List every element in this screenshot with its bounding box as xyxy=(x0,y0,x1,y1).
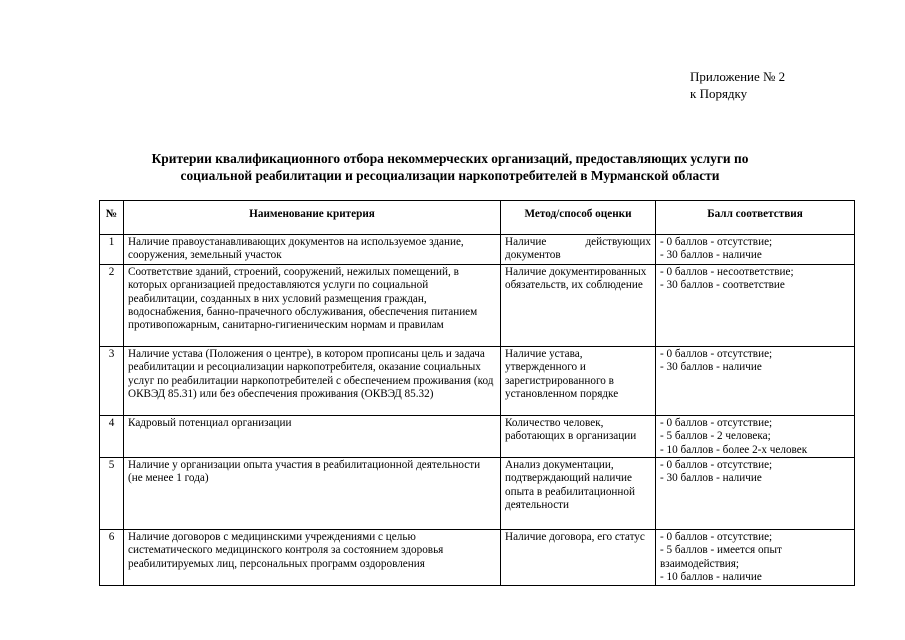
appendix-number: Приложение № 2 xyxy=(690,69,786,84)
score-cell xyxy=(656,265,855,347)
score-line: - 0 баллов - отсутствие; xyxy=(660,531,773,543)
header-score: Балл соответствия xyxy=(656,201,855,235)
method-cell: Наличие документированных обязательств, их соблюдение xyxy=(501,265,656,347)
table-row xyxy=(100,458,855,530)
table-header-row xyxy=(100,201,855,235)
criteria-table xyxy=(99,200,855,586)
score-line: - 0 баллов - отсутствие; xyxy=(660,236,773,248)
criterion-cell: Наличие договоров с медицинскими учреждениями с целью систематического медицинского контроля за состоянием здоровья реабилитируемых лиц, персональных программ оздоровления xyxy=(124,530,501,586)
row-number: 4 xyxy=(100,416,124,458)
score-line: - 5 баллов - имеется опыт xyxy=(660,544,782,557)
score-line: - 30 баллов - наличие xyxy=(660,249,762,262)
method-cell: Количество человек, работающих в организации xyxy=(501,416,656,458)
score-line: - 30 баллов - соответствие xyxy=(660,279,785,292)
table-row xyxy=(100,416,855,458)
criterion-cell: Кадровый потенциал организации xyxy=(124,416,501,458)
score-line: - 0 баллов - несоответствие; xyxy=(660,266,794,278)
appendix-block xyxy=(690,68,785,102)
score-line: - 10 баллов - наличие xyxy=(660,570,762,583)
row-number: 2 xyxy=(100,265,124,347)
criterion-cell: Наличие у организации опыта участия в реабилитационной деятельности (не менее 1 года) xyxy=(124,458,501,530)
score-cell xyxy=(656,347,855,416)
title-line-2: социальной реабилитации и ресоциализации наркопотребителей в Мурманской области xyxy=(180,168,720,183)
score-line: - 0 баллов - отсутствие; xyxy=(660,348,773,360)
score-line: - 30 баллов - наличие xyxy=(660,472,762,485)
row-number: 1 xyxy=(100,235,124,265)
header-criterion: Наименование критерия xyxy=(124,201,501,235)
title-line-1: Критерии квалификационного отбора некоммерческих организаций, предоставляющих услуги по xyxy=(151,151,749,166)
method-cell: Наличие действующих документов xyxy=(501,235,656,265)
criterion-cell: Соответствие зданий, строений, сооружений, нежилых помещений, в которых организацией предоставляются услуги по социальной реабилитации, созданных в них условий размещения граждан, водоснабжения, банно-прачечного обслуживания, обеспечения питанием противопожарным, санитарно-гигиеническим нормам и правилам xyxy=(124,265,501,347)
table-row xyxy=(100,347,855,416)
table-row xyxy=(100,265,855,347)
score-line: - 0 баллов - отсутствие; xyxy=(660,459,773,471)
score-line: взаимодействия; xyxy=(660,557,740,570)
row-number: 6 xyxy=(100,530,124,586)
score-line: - 5 баллов - 2 человека; xyxy=(660,430,771,443)
document-title xyxy=(100,150,800,184)
table-row xyxy=(100,235,855,265)
method-cell: Наличие устава, утвержденного и зарегистрированного в установленном порядке xyxy=(501,347,656,416)
score-line: - 30 баллов - наличие xyxy=(660,361,762,374)
row-number: 5 xyxy=(100,458,124,530)
score-line: - 10 баллов - более 2-х человек xyxy=(660,443,808,456)
row-number: 3 xyxy=(100,347,124,416)
criterion-cell: Наличие правоустанавливающих документов на используемое здание, сооружения, земельный участок xyxy=(124,235,501,265)
method-cell: Наличие договора, его статус xyxy=(501,530,656,586)
criterion-cell: Наличие устава (Положения о центре), в котором прописаны цель и задача реабилитации и ресоциализации наркопотребителя, оказание социальных услуг по реабилитации наркопотребителей с обеспечением проживания (код ОКВЭД 85.31) или без обеспечения проживания (ОКВЭД 85.32) xyxy=(124,347,501,416)
header-number: № xyxy=(100,201,124,235)
table-row xyxy=(100,530,855,586)
header-method: Метод/способ оценки xyxy=(501,201,656,235)
score-line: - 0 баллов - отсутствие; xyxy=(660,417,773,429)
score-cell xyxy=(656,530,855,586)
appendix-reference: к Порядку xyxy=(690,86,748,101)
score-cell xyxy=(656,235,855,265)
method-cell: Анализ документации, подтверждающий наличие опыта в реабилитационной деятельности xyxy=(501,458,656,530)
score-cell xyxy=(656,416,855,458)
score-cell xyxy=(656,458,855,530)
